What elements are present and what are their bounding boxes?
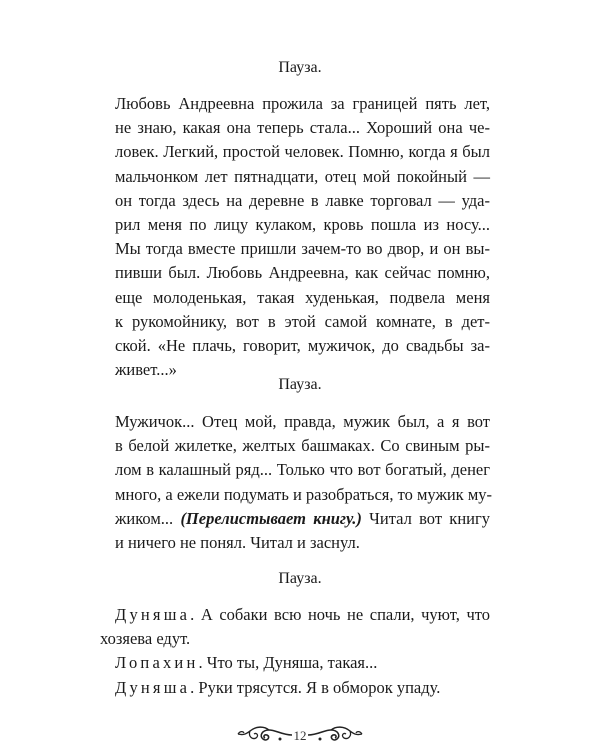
stage-direction-pause: Пауза. <box>278 570 322 587</box>
text-line: в белой жилетке, желтых башмаках. Со свиным ры- <box>115 436 490 456</box>
text-line: много, а ежели подумать и разобраться, то мужик му- <box>115 484 493 504</box>
paragraph-lopakhin-muzhik <box>115 410 493 555</box>
dialogue-block <box>100 603 490 700</box>
stage-direction-pause: Пауза. <box>278 376 322 393</box>
text-line: не знаю, какая она теперь стала... Хороший она че- <box>115 118 490 138</box>
text-line: пивши был. Любовь Андреевна, как сейчас помню, <box>115 263 490 283</box>
dialogue-line-dunyasha <box>115 603 490 627</box>
dialogue-text: . Руки трясутся. Я в обморок упаду. <box>190 677 441 697</box>
text-line: живет...» <box>115 360 177 380</box>
text-line: ской. «Не плачь, говорит, мужичок, до свадьбы за- <box>115 336 490 356</box>
page-footer <box>0 722 600 746</box>
text-line: мальчонком лет пятнадцати, отец мой покойный — <box>115 166 490 186</box>
text-line-with-stage-direction <box>115 507 490 531</box>
page-number: 12 <box>293 728 307 743</box>
speaker-name: Лопахин <box>115 653 199 673</box>
text-line: рил меня по лицу кулаком, кровь пошла из носу... <box>115 215 490 235</box>
text-line: Мы тогда вместе пришли зачем-то во двор, и он вы- <box>115 239 490 259</box>
paragraph-lopakhin-monologue <box>115 92 490 382</box>
text-line: Любовь Андреевна прожила за границей пять лет, <box>115 94 490 113</box>
text-line: к рукомойнику, вот в этой самой комнате, в дет- <box>115 311 490 331</box>
text-fragment: жиком... <box>115 508 181 528</box>
text-fragment: Читал вот книгу <box>361 508 490 528</box>
stage-direction-inline: (Перелистывает книгу.) <box>180 508 362 528</box>
text-line: ловек. Легкий, простой человек. Помню, когда я был <box>115 142 490 162</box>
dialogue-text: . А собаки всю ночь не спали, чуют, что <box>190 605 490 624</box>
dialogue-line-dunyasha <box>115 676 490 700</box>
dialogue-text: . Что ты, Дуняша, такая... <box>198 653 378 673</box>
speaker-name: Дуняша <box>115 605 191 624</box>
stage-direction-pause: Пауза. <box>278 59 322 76</box>
text-line: лом в калашный ряд... Только что вот богатый, денег <box>115 460 490 480</box>
text-line: и ничего не понял. Читал и заснул. <box>115 533 360 553</box>
dialogue-line-continuation: хозяева едут. <box>100 629 191 649</box>
text-line: он тогда здесь на деревне в лавке торговал — уда- <box>115 190 490 210</box>
text-line: Мужичок... Отец мой, правда, мужик был, а я вот <box>115 412 490 431</box>
dialogue-line-lopakhin <box>115 651 490 675</box>
text-line: еще молоденькая, такая худенькая, подвела меня <box>115 287 490 307</box>
scroll-ornament-icon <box>306 722 364 746</box>
speaker-name: Дуняша <box>115 677 191 697</box>
